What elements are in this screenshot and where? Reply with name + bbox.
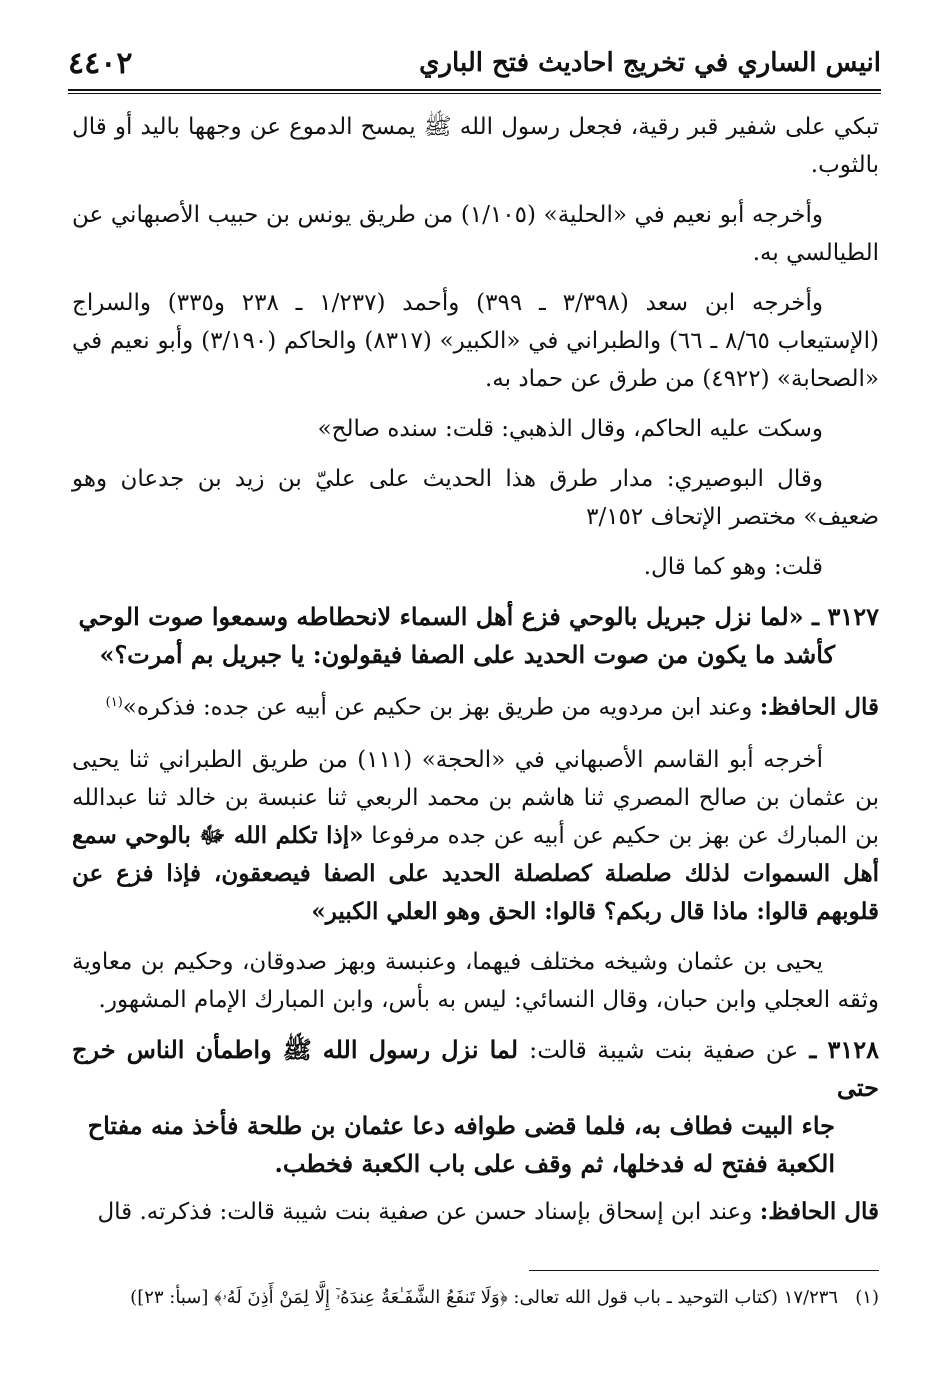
footnote-text: ١٧/٢٣٦ (كتاب التوحيد ـ باب قول الله تعالى: ﴿وَلَا تَنفَعُ الشَّفَـٰعَةُ عِندَهُۥٓ إِلَّا لِمَنْ أَذِنَ لَهُۥ﴾ [سبأ: ٢٣]) <box>130 1287 839 1308</box>
header-rule <box>68 89 881 91</box>
paragraph-3: وأخرجه ابن سعد (٣/٣٩٨ ـ ٣٩٩) وأحمد (١/٢٣٧ ـ ٢٣٨ و٣٣٥) والسراج (الإستيعاب ٨/٦٥ ـ ٦٦) والطبراني في «الكبير» (٨٣١٧) والحاكم (٣/١٩٠) وأبو نعيم في «الصحابة» (٤٩٢٢) من طرق عن حماد به. <box>72 290 879 392</box>
hadith-text-line1: «لما نزل جبريل بالوحي فزع أهل السماء لانحطاطه وسمعوا صوت الوحي <box>78 602 804 631</box>
page-number: ٤٤٠٢ <box>68 45 133 81</box>
hadith-3128 <box>72 1031 879 1183</box>
page-body <box>72 108 879 1245</box>
hafiz-label: قال الحافظ: <box>759 693 879 721</box>
takhrij-plain: أخرجه أبو القاسم الأصبهاني في «الحجة» (١١١) من طريق الطبراني ثنا يحيى بن عثمان بن صالح المصري ثنا هاشم بن محمد الربعي ثنا عنبسة بن خالد ثنا عبدالله بن المبارك عن بهز بن حكيم عن أبيه عن جده مرفوعا <box>72 746 879 849</box>
hadith-text-line2: كأشد ما يكون من صوت الحديد على الصفا فيقولون: يا جبريل بم أمرت؟» <box>99 640 835 669</box>
hadith-text-line2: جاء البيت فطاف به، فلما قضى طوافه دعا عثمان بن طلحة فأخذ منه مفتاح <box>87 1110 835 1140</box>
header-rule-thin <box>68 93 881 94</box>
paragraph-4: وسكت عليه الحاكم، وقال الذهبي: قلت: سنده صالح» <box>317 416 823 442</box>
hadith-text-line3: الكعبة ففتح له فدخلها، ثم وقف على باب الكعبة فخطب. <box>274 1148 835 1178</box>
paragraph-5: وقال البوصيري: مدار طرق هذا الحديث على عليّ بن زيد بن جدعان وهو ضعيف» مختصر الإتحاف ٣/١٥٢ <box>72 466 879 530</box>
footnote-rule <box>529 1270 879 1271</box>
hafiz-comment-3128 <box>72 1193 879 1231</box>
takhrij-bold: «إذا تكلم الله ﷻ بالوحي سمع أهل السموات لذلك صلصلة كصلصلة الحديد على الصفا فيصعقون، فإذا فزع عن قلوبهم قالوا: ماذا قال ربكم؟ قالوا: الحق وهو العلي الكبير» <box>72 821 879 925</box>
hafiz-label: قال الحافظ: <box>759 1197 879 1225</box>
takhrij-3127 <box>72 741 879 931</box>
narrator-note: يحيى بن عثمان وشيخه مختلف فيهما، وعنبسة وبهز صدوقان، وحكيم بن معاوية وثقه العجلي وابن حبان، وقال النسائي: ليس به بأس، وابن المبارك الإمام المشهور. <box>72 948 879 1013</box>
hadith-number: ٣١٢٨ ـ <box>809 1034 879 1064</box>
running-title: انيس الساري في تخريج احاديث فتح الباري <box>419 48 881 78</box>
hadith-intro: عن صفية بنت شيبة قالت: <box>529 1035 799 1064</box>
footnote <box>72 1284 879 1312</box>
hafiz-text: وعند ابن إسحاق بإسناد حسن عن صفية بنت شيبة قالت: فذكرته. قال <box>97 1198 753 1225</box>
page-header <box>68 40 881 86</box>
paragraph-6: قلت: وهو كما قال. <box>643 554 823 580</box>
footnote-marker: (١) <box>855 1287 879 1308</box>
hadith-3127 <box>72 598 879 674</box>
footnote-ref: (١) <box>105 695 123 710</box>
paragraph-1: تبكي على شفير قبر رقية، فجعل رسول الله ﷺ يمسح الدموع عن وجهها باليد أو قال بالثوب. <box>72 114 879 178</box>
hadith-text-line1: لما نزل رسول الله ﷺ واطمأن الناس خرج حتى <box>72 1034 879 1102</box>
paragraph-2: وأخرجه أبو نعيم في «الحلية» (١/١٠٥) من طريق يونس بن حبيب الأصبهاني عن الطيالسي به. <box>72 202 879 266</box>
hafiz-text: وعند ابن مردويه من طريق بهز بن حكيم عن أبيه عن جده: فذكره» <box>122 694 753 721</box>
hafiz-comment-3127 <box>72 684 879 727</box>
hadith-number: ٣١٢٧ ـ <box>812 602 879 631</box>
